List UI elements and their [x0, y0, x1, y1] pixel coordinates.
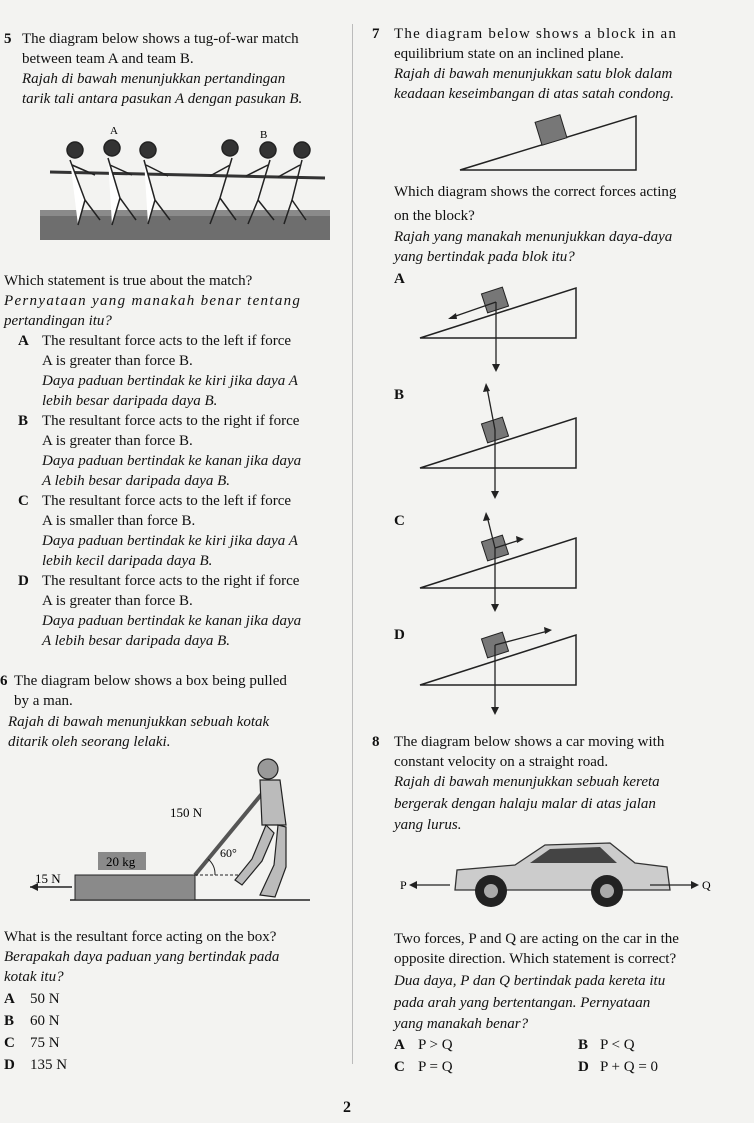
option-b-diagram — [420, 380, 580, 505]
option-text-ms: Daya paduan bertindak ke kanan jika daya — [42, 453, 302, 469]
question-stem-ms: kotak itu? — [4, 969, 64, 985]
question-number: 5 — [4, 31, 12, 47]
option-text-ms: lebih besar daripada daya B. — [42, 393, 218, 409]
pull-force-label: 150 N — [170, 805, 203, 820]
question-stem-ms: pertandingan itu? — [4, 313, 112, 329]
team-b-label: B — [260, 129, 268, 141]
question-text-ms: ditarik oleh seorang lelaki. — [8, 734, 171, 750]
option-c-diagram — [420, 510, 580, 615]
question-stem-ms: Pernyataan yang manakah benar tentang — [4, 293, 302, 309]
option-letter: A — [394, 1037, 405, 1053]
car-figure — [395, 835, 725, 915]
question-stem-en: What is the resultant force acting on the box? — [4, 929, 277, 945]
tug-of-war-figure — [40, 120, 340, 240]
option-text-ms: A lebih besar daripada daya B. — [42, 473, 231, 489]
incline-figure — [460, 112, 640, 174]
option-text-en: A is greater than force B. — [42, 593, 193, 609]
option-text: 135 N — [30, 1057, 68, 1073]
question-stem-ms: Dua daya, P dan Q bertindak pada kereta itu — [394, 973, 666, 989]
option-text-ms: lebih kecil daripada daya B. — [42, 553, 213, 569]
option-letter: D — [394, 627, 405, 643]
question-stem-ms: yang bertindak pada blok itu? — [394, 249, 575, 265]
option-text-ms: A lebih besar daripada daya B. — [42, 633, 231, 649]
option-text: P < Q — [600, 1037, 635, 1053]
option-letter: A — [18, 333, 29, 349]
option-text: P = Q — [418, 1059, 453, 1075]
column-divider — [352, 24, 353, 1064]
option-a-diagram — [420, 280, 580, 375]
option-text-en: A is greater than force B. — [42, 353, 193, 369]
option-letter: D — [578, 1059, 589, 1075]
option-letter: A — [394, 271, 405, 287]
question-text-en: The diagram below shows a car moving with — [394, 734, 665, 750]
question-text-ms: keadaan keseimbangan di atas satah condong. — [394, 86, 674, 102]
question-text-ms: yang lurus. — [394, 817, 462, 833]
force-p-label: P — [400, 878, 407, 892]
option-text-en: The resultant force acts to the left if force — [42, 493, 292, 509]
option-d-diagram — [420, 625, 580, 720]
option-letter: B — [4, 1013, 15, 1029]
option-letter: D — [18, 573, 29, 589]
question-stem-ms: pada arah yang bertentangan. Pernyataan — [394, 995, 651, 1011]
question-text-en: The diagram below shows a tug-of-war match — [22, 31, 299, 47]
mass-label: 20 kg — [106, 854, 136, 869]
question-text-ms: bergerak dengan halaju malar di atas jalan — [394, 796, 656, 812]
angle-label: 60° — [220, 846, 237, 860]
question-text-ms: Rajah di bawah menunjukkan pertandingan — [22, 71, 286, 87]
option-text-en: The resultant force acts to the right if force — [42, 413, 300, 429]
option-text: 50 N — [30, 991, 60, 1007]
question-stem-en: Two forces, P and Q are acting on the car in the — [394, 931, 679, 947]
question-text-en: equilibrium state on an inclined plane. — [394, 46, 624, 62]
question-number: 7 — [372, 26, 380, 42]
option-letter: C — [394, 1059, 405, 1075]
option-letter: C — [4, 1035, 15, 1051]
option-text: P + Q = 0 — [600, 1059, 659, 1075]
question-text-en: The diagram below shows a block in an — [394, 26, 678, 42]
option-text: 60 N — [30, 1013, 60, 1029]
question-text-ms: Rajah di bawah menunjukkan satu blok dalam — [394, 66, 673, 82]
option-letter: B — [394, 387, 405, 403]
option-text-ms: Daya paduan bertindak ke kiri jika daya A — [42, 533, 298, 549]
question-text-en: between team A and team B. — [22, 51, 194, 67]
option-letter: D — [4, 1057, 15, 1073]
question-number: 8 — [372, 734, 380, 750]
force-q-label: Q — [702, 878, 711, 892]
option-text-en: A is greater than force B. — [42, 433, 193, 449]
option-text: P > Q — [418, 1037, 453, 1053]
option-letter: A — [4, 991, 15, 1007]
question-stem-ms: yang manakah benar? — [394, 1016, 529, 1032]
option-text-ms: Daya paduan bertindak ke kanan jika daya — [42, 613, 302, 629]
question-text-ms: Rajah di bawah menunjukkan sebuah kereta — [394, 774, 660, 790]
friction-label: 15 N — [35, 871, 61, 886]
option-text-en: The resultant force acts to the left if force — [42, 333, 292, 349]
question-text-en: The diagram below shows a box being pulled — [14, 673, 287, 689]
question-text-en: constant velocity on a straight road. — [394, 754, 609, 770]
option-text: 75 N — [30, 1035, 60, 1051]
question-text-ms: tarik tali antara pasukan A dengan pasukan B. — [22, 91, 303, 107]
question-stem-ms: Rajah yang manakah menunjukkan daya-daya — [394, 229, 673, 245]
question-text-en: by a man. — [14, 693, 73, 709]
option-letter: C — [394, 513, 405, 529]
box-pull-figure — [30, 755, 315, 905]
question-stem-en: on the block? — [394, 208, 475, 224]
question-stem-ms: Berapakah daya paduan yang bertindak pada — [4, 949, 280, 965]
question-stem-en: Which statement is true about the match? — [4, 273, 253, 289]
question-text-ms: Rajah di bawah menunjukkan sebuah kotak — [8, 714, 270, 730]
question-stem-en: Which diagram shows the correct forces acting — [394, 184, 677, 200]
page-number: 2 — [343, 1099, 351, 1116]
option-letter: C — [18, 493, 29, 509]
option-text-en: A is smaller than force B. — [42, 513, 196, 529]
question-stem-en: opposite direction. Which statement is correct? — [394, 951, 677, 967]
option-letter: B — [18, 413, 29, 429]
team-a-label: A — [110, 125, 118, 137]
option-text-en: The resultant force acts to the right if force — [42, 573, 300, 589]
question-number: 6 — [0, 673, 8, 689]
option-text-ms: Daya paduan bertindak ke kiri jika daya A — [42, 373, 298, 389]
option-letter: B — [578, 1037, 589, 1053]
